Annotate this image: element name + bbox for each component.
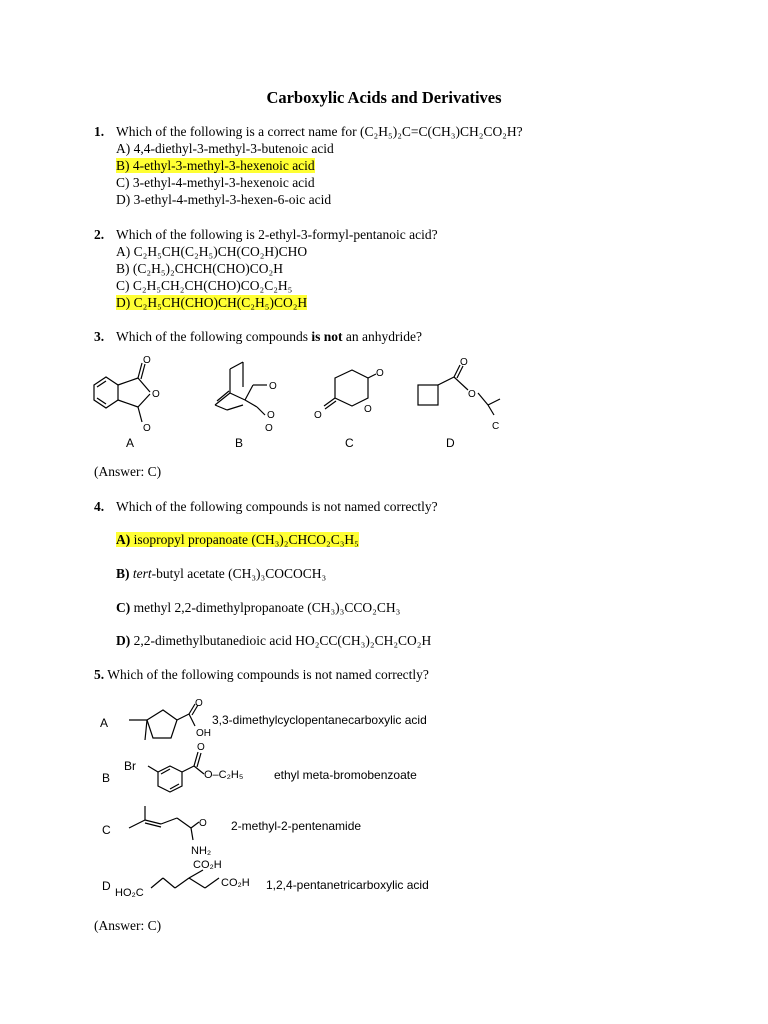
question-3: [94, 329, 422, 345]
svg-text:O: O: [376, 368, 384, 379]
structure-bromobenzoate: [120, 740, 270, 805]
question-text-end: an anhydride?: [342, 329, 422, 344]
atom-nh2: NH₂: [191, 845, 212, 857]
question-5: [94, 667, 429, 683]
question-number: 5.: [94, 667, 105, 682]
q5-answer: (Answer: C): [94, 918, 162, 933]
q5-label-c: C: [102, 823, 111, 837]
q3-answer: (Answer: C): [94, 464, 162, 479]
question-text: Which of the following is a correct name for (C₂H₅)₂C=C(CH₃)CH₂CO₂H?: [116, 124, 523, 139]
atom-ho2c: HO₂C: [115, 887, 144, 899]
q2-option-c: C) C₂H₅CH₂CH(CHO)CO₂C₂H₅: [116, 278, 293, 293]
option-label: B): [116, 566, 130, 581]
structure-bicyclic-anhydride: [205, 355, 295, 435]
option-label: A): [116, 532, 131, 547]
svg-text:O: O: [269, 381, 277, 392]
question-number: 1.: [94, 124, 105, 139]
svg-text:O: O: [468, 389, 476, 400]
structure-phthalic-anhydride: [90, 355, 180, 435]
question-text-emphasis: is not: [311, 329, 343, 344]
q1-option-b-highlight: B) 4-ethyl-3-methyl-3-hexenoic acid: [116, 158, 315, 173]
question-text: Which of the following compounds is not named correctly?: [116, 499, 438, 514]
svg-text:O: O: [314, 410, 322, 421]
q4-option-c: [116, 600, 400, 616]
atom-o: O: [195, 698, 203, 709]
option-text: methyl 2,2-dimethylpropanoate (CH₃)₃CCO₂CH₃: [130, 600, 401, 615]
q4-option-a: [116, 532, 359, 548]
structure-label-d: D: [446, 436, 455, 450]
atom-br: Br: [124, 759, 136, 773]
q5-label-b: B: [102, 771, 111, 785]
question-text: Which of the following compounds: [116, 329, 312, 344]
q5-name-a: 3,3-dimethylcyclopentanecarboxylic acid: [212, 713, 427, 727]
atom-o-ethyl: O–C₂H₅: [204, 769, 244, 781]
question-number: 2.: [94, 227, 105, 242]
structure-mixed-anhydride: [410, 355, 510, 435]
question-text: Which of the following compounds is not named correctly?: [104, 667, 429, 682]
q1-option-d: D) 3-ethyl-4-methyl-3-hexen-6-oic acid: [116, 192, 332, 207]
option-label: C): [116, 600, 131, 615]
structure-label-c: C: [345, 436, 354, 450]
svg-text:O: O: [265, 423, 273, 434]
q4-option-b: [116, 566, 326, 582]
q5-name-d: 1,2,4-pentanetricarboxylic acid: [266, 878, 429, 892]
svg-text:O: O: [364, 404, 372, 415]
structure-label-b: B: [235, 436, 244, 450]
q4-option-a-highlight: [116, 532, 359, 547]
atom-o: O: [197, 742, 205, 753]
option-text: -butyl acetate (CH₃)₃COCOCH₃: [151, 566, 327, 581]
svg-text:O: O: [152, 389, 160, 400]
q1-option-c: C) 3-ethyl-4-methyl-3-hexenoic acid: [116, 175, 315, 190]
page-title: Carboxylic Acids and Derivatives: [266, 88, 502, 107]
svg-text:O: O: [460, 357, 468, 368]
atom-oh: OH: [196, 728, 211, 739]
atom-co2h-top: CO₂H: [193, 859, 222, 871]
structure-pentanetricarboxylic-acid: [115, 856, 265, 901]
q5-label-a: A: [100, 716, 109, 730]
atom-co2h-end: CO₂H: [221, 877, 250, 889]
q5-name-b: ethyl meta-bromobenzoate: [274, 768, 417, 782]
q2-option-d: [116, 295, 307, 311]
svg-text:C: C: [492, 421, 500, 432]
q2-option-a: A) C₂H₅CH(C₂H₅)CH(CO₂H)CHO: [116, 244, 308, 259]
q1-option-a: A) 4,4-diethyl-3-methyl-3-butenoic acid: [116, 141, 334, 156]
svg-text:O: O: [267, 410, 275, 421]
svg-text:O: O: [143, 355, 151, 366]
q5-name-c: 2-methyl-2-pentenamide: [231, 819, 362, 833]
structure-cyclic-lactone: [310, 360, 390, 430]
option-text: isopropyl propanoate (CH₃)₂CHCO₂C₃H₅: [130, 532, 359, 547]
q5-label-d: D: [102, 879, 111, 893]
question-number: 4.: [94, 499, 105, 514]
structure-pentenamide: [125, 804, 235, 859]
question-number: 3.: [94, 329, 105, 344]
question-text: Which of the following is 2-ethyl-3-formyl-pentanoic acid?: [116, 227, 438, 242]
q4-option-d: [116, 633, 431, 649]
option-text: 2,2-dimethylbutanedioic acid HO₂CC(CH₃)₂CH₂CO₂H: [130, 633, 432, 648]
question-1: [94, 124, 523, 140]
svg-text:O: O: [143, 423, 151, 434]
q2-option-b: B) (C₂H₅)₂CHCH(CHO)CO₂H: [116, 261, 283, 276]
q2-option-d-highlight: D) C₂H₅CH(CHO)CH(C₂H₅)CO₂H: [116, 295, 308, 310]
structure-label-a: A: [126, 436, 135, 450]
question-4: [94, 499, 438, 515]
q1-option-b: [116, 158, 315, 174]
question-2: [94, 227, 438, 243]
option-label: D): [116, 633, 131, 648]
option-text-italic: tert: [132, 566, 152, 581]
atom-o: O: [199, 818, 207, 829]
